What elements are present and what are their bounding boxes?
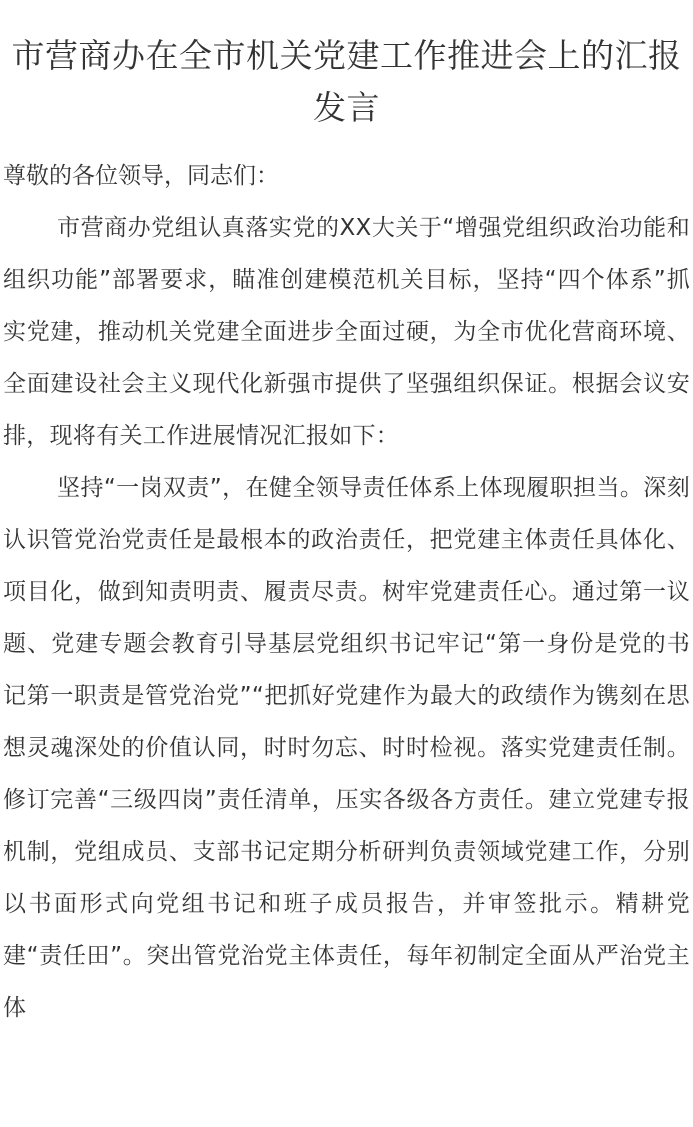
paragraph-intro: 市营商办党组认真落实党的XX大关于“增强党组织政治功能和组织功能”部署要求，瞄准创建模范机关目标，坚持“四个体系”抓实党建，推动机关党建全面进步全面过硬，为全市优化营商环境、全面建设社会主义现代化新强市提供了坚强组织保证。根据会议安排，现将有关工作进展情况汇报如下： xyxy=(3,215,690,449)
document-title: 市营商办在全市机关党建工作推进会上的汇报发言 xyxy=(11,36,682,127)
paragraph-responsibility: 坚持“一岗双责”，在健全领导责任体系上体现履职担当。深刻认识管党治党责任是最根本的政治责任，把党建主体责任具体化、项目化，做到知责明责、履责尽责。树牢党建责任心。通过第一议题、党建专题会教育引导基层党组织书记牢记“第一身份是党的书记第一职责是管党治党”“把抓好党建作为最大的政绩作为镌刻在思想灵魂深处的价值认同，时时勿忘、时时检视。落实党建责任制。修订完善“三级四岗”责任清单，压实各级各方责任。建立党建专报机制，党组成员、支部书记定期分析研判负责领域党建工作，分别以书面形式向党组书记和班子成员报告，并审签批示。精耕党建“责任田”。突出管党治党主体责任，每年初制定全面从严治党主体 xyxy=(3,475,690,1021)
document xyxy=(0,30,693,1034)
greeting: 尊敬的各位领导，同志们： xyxy=(3,163,279,189)
